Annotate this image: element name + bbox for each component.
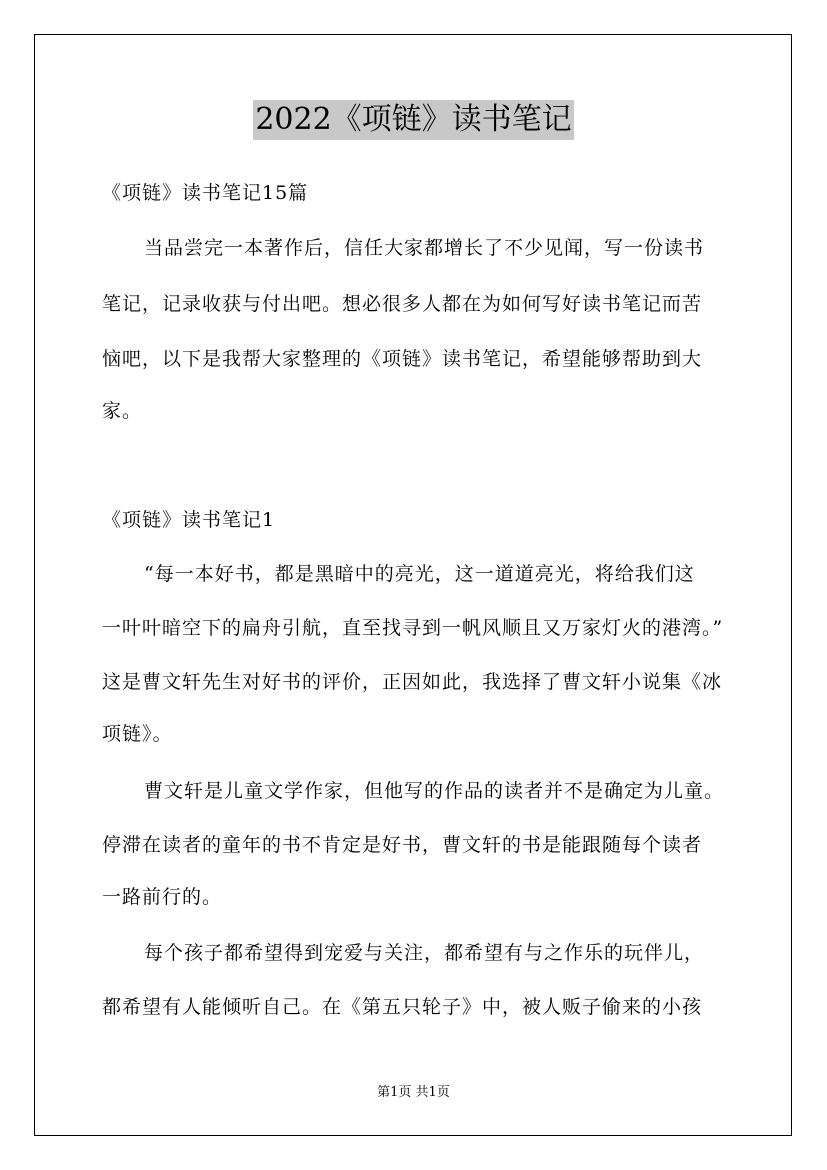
document-title: 2022《项链》读书笔记 [253, 100, 573, 140]
page-footer: 第1页 共1页 [377, 1085, 450, 1100]
paragraph-line: 都希望有人能倾听自己。在《第五只轮子》中，被人贩子偷来的小孩 [102, 996, 703, 1018]
paragraph-line: 每个孩子都希望得到宠爱与关注，都希望有与之作乐的玩伴儿， [144, 942, 705, 964]
paragraph-line: 一路前行的。 [102, 886, 223, 908]
subtitle: 《项链》读书笔记15篇 [102, 182, 309, 204]
intro-line: 笔记，记录收获与付出吧。想必很多人都在为如何写好读书笔记而苦 [102, 293, 703, 315]
paragraph-line: 停滞在读者的童年的书不肯定是好书，曹文轩的书是能跟随每个读者 [102, 834, 703, 856]
section-heading: 《项链》读书笔记1 [102, 509, 276, 531]
paragraph-line: 这是曹文轩先生对好书的评价，正因如此，我选择了曹文轩小说集《冰 [102, 671, 723, 693]
paragraph-line: “每一本好书，都是黑暗中的亮光，这一道道亮光，将给我们这 [144, 563, 695, 585]
paragraph-line: 曹文轩是儿童文学作家，但他写的作品的读者并不是确定为儿童。 [144, 780, 725, 802]
title-container [0, 100, 827, 140]
paragraph-line: 一叶叶暗空下的扁舟引航，直至找寻到一帆风顺且又万家灯火的港湾。” [102, 617, 724, 639]
intro-line: 家。 [102, 400, 143, 422]
intro-line: 恼吧，以下是我帮大家整理的《项链》读书笔记，希望能够帮助到大 [102, 348, 703, 370]
intro-line: 当品尝完一本著作后，信任大家都增长了不少见闻，写一份读书 [144, 237, 705, 259]
paragraph-line: 项链》。 [102, 723, 173, 745]
